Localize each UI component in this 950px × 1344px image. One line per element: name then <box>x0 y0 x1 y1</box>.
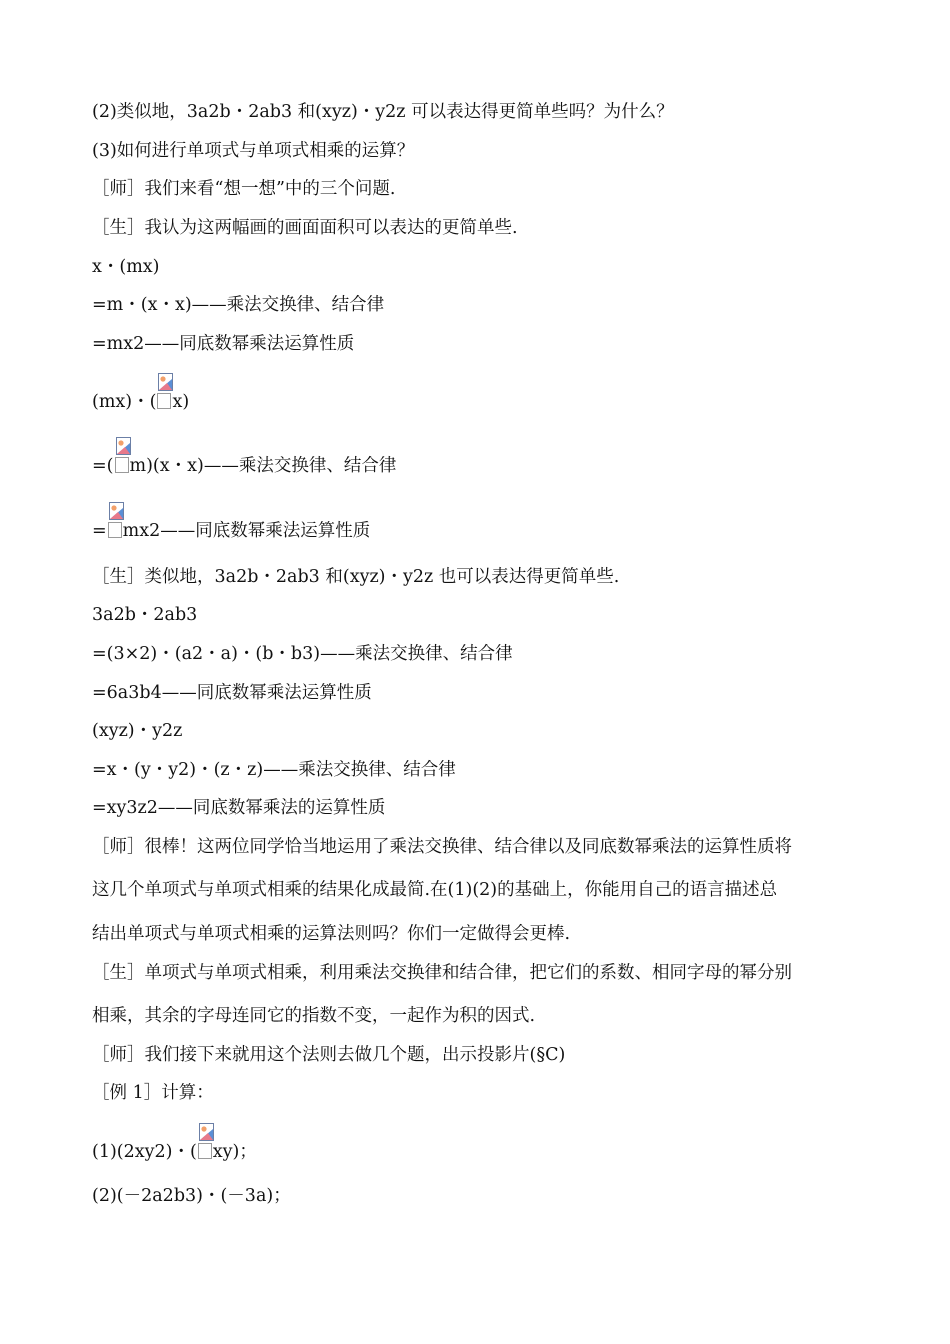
text-line: 结出单项式与单项式相乘的运算法则吗？你们一定做得会更棒. <box>92 924 571 944</box>
text-line: 相乘，其余的字母连同它的指数不变，一起作为积的因式. <box>92 1006 536 1026</box>
text-line: =xy3z2——同底数幂乘法的运算性质 <box>92 798 386 818</box>
text-line: ［师］很棒！这两位同学恰当地运用了乘法交换律、结合律以及同底数幂乘法的运算性质将 <box>92 837 792 857</box>
text-line: ［师］我们来看“想一想”中的三个问题. <box>92 179 396 199</box>
text-line: 这几个单项式与单项式相乘的结果化成最简.在(1)(2)的基础上，你能用自己的语言描述总 <box>92 880 778 900</box>
text-line: ［师］我们接下来就用这个法则去做几个题，出示投影片(§C) <box>92 1045 566 1065</box>
formula-text-after: xy)； <box>212 1142 257 1162</box>
formula-line-with-image <box>92 520 370 542</box>
broken-image-icon <box>108 520 122 538</box>
text-line: x・(mx) <box>92 257 160 277</box>
text-line: =mx2——同底数幂乘法运算性质 <box>92 334 355 354</box>
formula-text-before: =( <box>92 456 114 476</box>
text-line: ［生］单项式与单项式相乘，利用乘法交换律和结合律，把它们的系数、相同字母的幂分别 <box>92 963 792 983</box>
text-line: ［生］我认为这两幅画的画面面积可以表达的更简单些. <box>92 218 518 238</box>
formula-line-with-image <box>92 391 189 413</box>
formula-line-with-image <box>92 1141 257 1163</box>
text-line: (2)类似地，3a2b・2ab3 和(xyz)・y2z 可以表达得更简单些吗？为什么？ <box>92 102 674 122</box>
text-line: 3a2b・2ab3 <box>92 605 198 625</box>
formula-text-after: x) <box>172 392 190 412</box>
broken-image-icon <box>198 1141 212 1159</box>
formula-text-before: (1)(2xy2)・( <box>92 1142 197 1162</box>
broken-image-icon <box>115 455 129 473</box>
broken-image-icon <box>157 391 171 409</box>
text-line: (3)如何进行单项式与单项式相乘的运算？ <box>92 141 415 161</box>
text-line: ［例 1］计算： <box>92 1083 214 1103</box>
formula-line-with-image <box>92 455 396 477</box>
formula-text-after: mx2——同底数幂乘法运算性质 <box>122 521 371 541</box>
text-line: ［生］类似地，3a2b・2ab3 和(xyz)・y2z 也可以表达得更简单些. <box>92 567 620 587</box>
text-line: =x・(y・y2)・(z・z)——乘法交换律、结合律 <box>92 760 456 780</box>
text-line: (2)(－2a2b3)・(－3a)； <box>92 1186 291 1206</box>
formula-text-before: (mx)・( <box>92 392 157 412</box>
text-line: (xyz)・y2z <box>92 721 183 741</box>
text-line: =m・(x・x)——乘法交换律、结合律 <box>92 295 385 315</box>
formula-text-after: m)(x・x)——乘法交换律、结合律 <box>129 456 397 476</box>
formula-text-before: = <box>92 521 107 541</box>
text-line: =(3×2)・(a2・a)・(b・b3)——乘法交换律、结合律 <box>92 644 513 664</box>
text-line: =6a3b4——同底数幂乘法运算性质 <box>92 683 372 703</box>
